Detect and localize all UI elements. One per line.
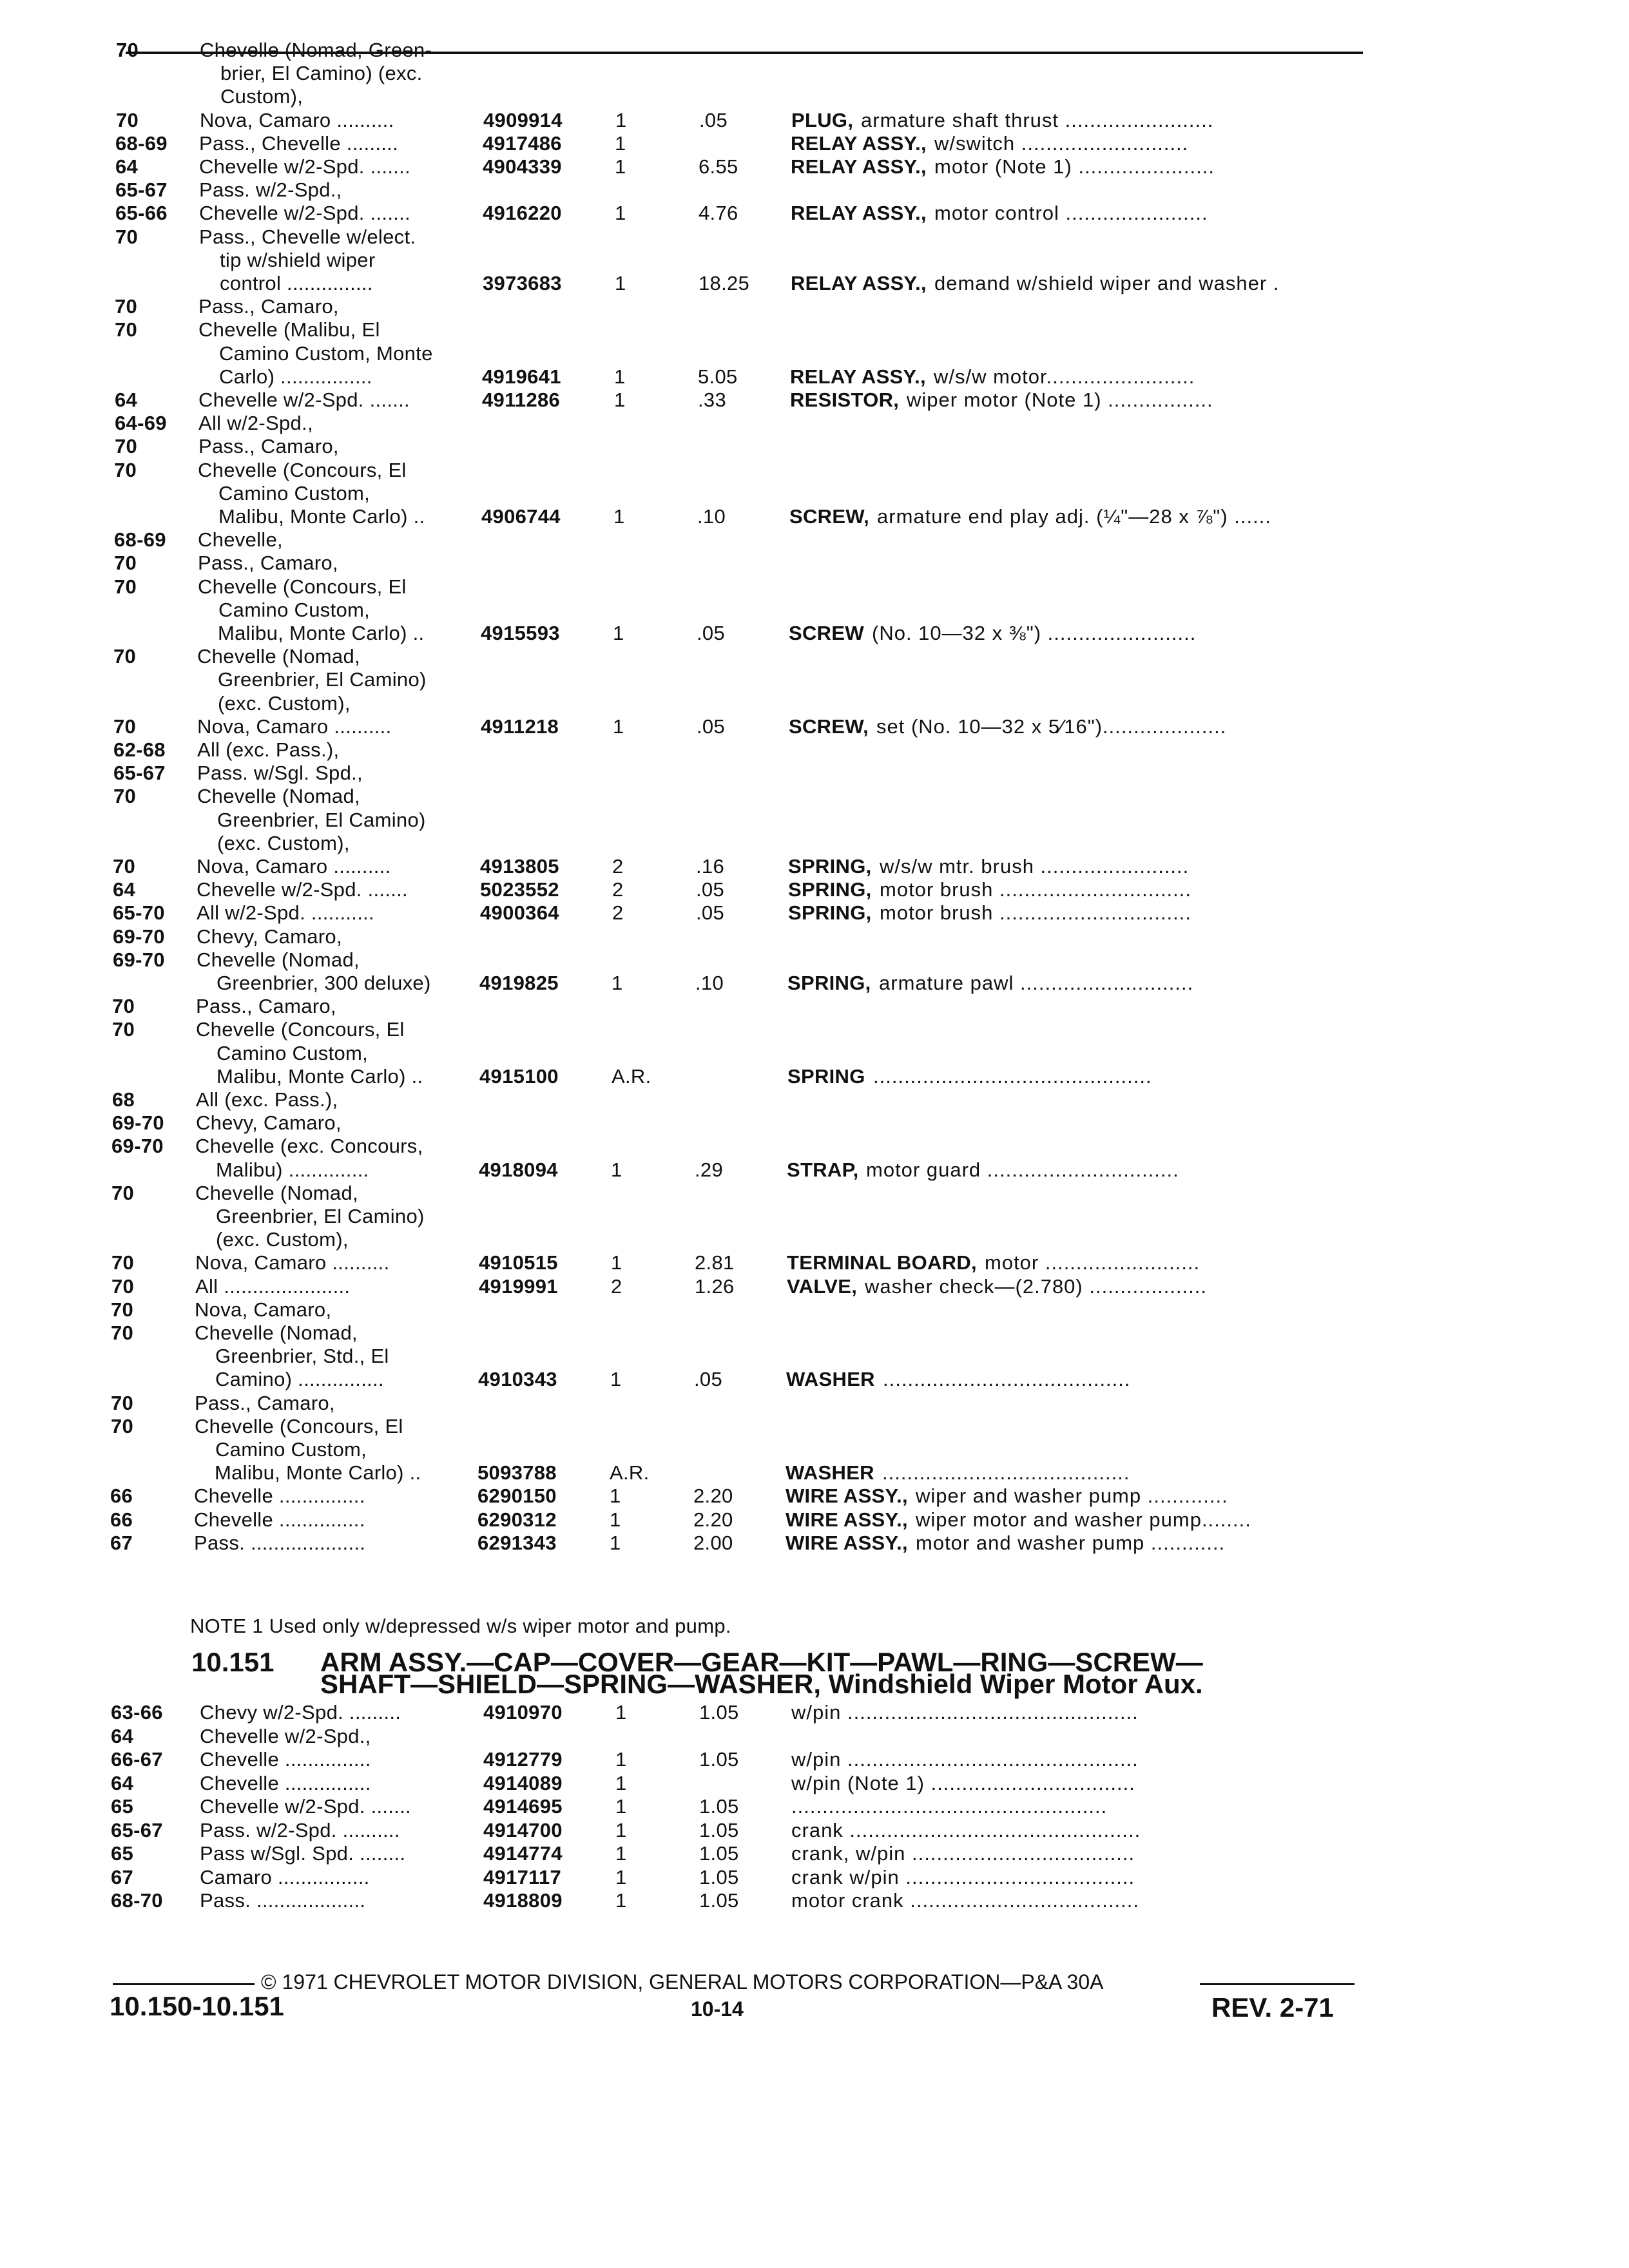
application: Greenbrier, El Camino) <box>218 668 427 691</box>
application: Chevelle w/2-Spd. ....... <box>198 389 410 411</box>
application: Malibu, Monte Carlo) .. <box>217 1064 423 1088</box>
part-description: washer check—(2.780) ................... <box>865 1274 1208 1298</box>
application: Pass w/Sgl. Spd. ........ <box>200 1842 406 1865</box>
application: All (exc. Pass.), <box>196 1088 338 1111</box>
application: Chevy w/2-Spd. ......... <box>200 1701 401 1724</box>
application: Chevelle (Nomad, Green- <box>200 39 432 61</box>
model-year: 63-66 <box>111 1701 163 1724</box>
application: All w/2-Spd., <box>198 412 313 435</box>
application: Chevelle (Nomad, <box>197 785 360 808</box>
quantity: 2 <box>612 878 624 901</box>
application: Chevelle (Concours, El <box>198 458 407 481</box>
section-title-line-1: ARM ASSY.—CAP—COVER—GEAR—KIT—PAWL—RING—SCREW— <box>320 1647 1203 1677</box>
application: Custom), <box>220 85 304 108</box>
price: 6.55 <box>699 155 738 178</box>
section-range: 10.150-10.151 <box>110 1991 284 2021</box>
price: 1.26 <box>695 1274 735 1298</box>
application: Chevelle (Nomad, <box>197 948 360 971</box>
part-name: RELAY ASSY., <box>791 202 927 225</box>
application: Chevelle (Nomad, <box>197 645 360 668</box>
part-description: motor brush ............................... <box>880 878 1192 901</box>
model-year: 69-70 <box>112 1111 164 1135</box>
part-name: RELAY ASSY., <box>791 131 927 155</box>
quantity: 1 <box>615 108 627 131</box>
quantity: A.R. <box>610 1461 650 1485</box>
model-year: 70 <box>112 1018 135 1041</box>
quantity: A.R. <box>612 1064 651 1088</box>
application: All ...................... <box>195 1274 351 1298</box>
part-description: armature end play adj. (¼"—28 x ⅞") ...... <box>877 505 1271 528</box>
price: 1.05 <box>699 1842 739 1865</box>
part-number: 4919991 <box>479 1274 558 1298</box>
model-year: 66 <box>110 1485 133 1508</box>
model-year: 70 <box>115 295 138 318</box>
model-year: 64 <box>115 389 138 411</box>
model-year: 70 <box>111 1414 134 1437</box>
quantity: 2 <box>611 1274 622 1298</box>
price: 4.76 <box>699 202 738 225</box>
application: Malibu, Monte Carlo) .. <box>218 622 425 644</box>
part-number: 4916220 <box>483 202 562 225</box>
model-year: 67 <box>110 1531 133 1554</box>
part-number: 4914700 <box>483 1818 563 1841</box>
application: Chevy, Camaro, <box>197 925 342 948</box>
part-description: crank w/pin ..................................... <box>791 1865 1135 1888</box>
part-number: 4917486 <box>483 131 562 155</box>
model-year: 66 <box>110 1508 133 1531</box>
part-description: w/switch ........................... <box>934 131 1189 155</box>
part-description: w/s/w mtr. brush ........................ <box>880 855 1190 878</box>
model-year: 70 <box>111 1251 135 1274</box>
part-description: ............................................. <box>873 1064 1152 1088</box>
part-description: motor guard ............................... <box>866 1158 1179 1181</box>
quantity: 1 <box>613 622 624 644</box>
model-year: 69-70 <box>113 925 165 948</box>
quantity: 1 <box>614 389 626 411</box>
model-year: 70 <box>111 1391 134 1414</box>
part-number: 4919825 <box>479 972 559 994</box>
price: .05 <box>697 622 725 644</box>
model-year: 70 <box>115 318 138 341</box>
part-description: armature pawl ............................ <box>879 972 1194 994</box>
part-number: 6290150 <box>477 1485 557 1508</box>
part-description: w/pin ............................................... <box>791 1748 1139 1771</box>
application: Greenbrier, 300 deluxe) <box>217 972 431 994</box>
part-description: (No. 10—32 x ⅜") ........................ <box>872 622 1197 644</box>
model-year: 70 <box>112 995 135 1018</box>
price: .10 <box>697 505 726 528</box>
application: Camino Custom, <box>218 598 371 621</box>
model-year: 70 <box>113 715 137 738</box>
application: Malibu) .............. <box>216 1158 369 1181</box>
model-year: 70 <box>113 785 137 808</box>
quantity: 1 <box>615 1701 627 1724</box>
application: Chevelle w/2-Spd. ....... <box>199 155 410 178</box>
part-description: ........................................ <box>882 1461 1130 1485</box>
part-name: STRAP, <box>787 1158 859 1181</box>
price: 1.05 <box>699 1795 739 1818</box>
application: Chevelle w/2-Spd., <box>200 1724 371 1747</box>
model-year: 65-67 <box>113 762 166 785</box>
application: Pass., Camaro, <box>196 995 336 1018</box>
application: Chevelle (Nomad, <box>195 1181 358 1204</box>
price: .05 <box>697 715 725 738</box>
price: .05 <box>699 108 728 131</box>
application: Chevelle ............... <box>200 1771 371 1794</box>
model-year: 67 <box>111 1865 134 1888</box>
part-number: 5093788 <box>477 1461 557 1485</box>
part-number: 4910970 <box>483 1701 563 1724</box>
copyright-line: © 1971 CHEVROLET MOTOR DIVISION, GENERAL MOTORS CORPORATION—P&A 30A <box>261 1970 1104 1994</box>
application: Pass., Camaro, <box>198 552 338 575</box>
model-year: 64-69 <box>115 412 167 435</box>
application: Nova, Camaro, <box>195 1298 332 1321</box>
model-year: 68-69 <box>114 528 166 552</box>
price: 1.05 <box>699 1748 739 1771</box>
model-year: 65-67 <box>111 1818 163 1841</box>
part-name: SPRING <box>787 1064 865 1088</box>
part-name: SPRING, <box>788 878 872 901</box>
part-name: RELAY ASSY., <box>790 365 926 388</box>
part-number: 4915100 <box>479 1064 559 1088</box>
part-description: w/s/w motor........................ <box>934 365 1195 388</box>
application: Camaro ................ <box>200 1865 370 1888</box>
application: Camino) ............... <box>215 1368 384 1391</box>
price: .05 <box>694 1368 722 1391</box>
footer-rule-left <box>113 1983 255 1985</box>
part-number: 4906744 <box>481 505 561 528</box>
quantity: 1 <box>615 131 626 155</box>
part-name: SPRING, <box>787 972 871 994</box>
model-year: 65-70 <box>113 901 165 925</box>
part-number: 4917117 <box>483 1865 562 1888</box>
part-name: SPRING, <box>788 855 872 878</box>
model-year: 70 <box>113 645 137 668</box>
part-description: motor crank ..................................... <box>791 1889 1139 1912</box>
part-name: VALVE, <box>787 1274 858 1298</box>
model-year: 69-70 <box>113 948 165 971</box>
application: All (exc. Pass.), <box>197 738 340 761</box>
application: (exc. Custom), <box>216 1228 349 1251</box>
part-description: w/pin ............................................... <box>791 1701 1139 1724</box>
quantity: 1 <box>610 1368 622 1391</box>
quantity: 1 <box>610 1531 621 1554</box>
application: Pass., Camaro, <box>198 295 339 318</box>
part-name: TERMINAL BOARD, <box>787 1251 977 1274</box>
part-number: 6291343 <box>477 1531 557 1554</box>
part-name: WIRE ASSY., <box>786 1485 908 1508</box>
application: Chevelle (Concours, El <box>196 1018 405 1041</box>
model-year: 64 <box>115 155 139 178</box>
footer-rule-right <box>1200 1983 1354 1985</box>
application: control ............... <box>220 272 373 294</box>
application: Camino Custom, <box>217 1041 369 1064</box>
model-year: 70 <box>113 855 136 878</box>
model-year: 70 <box>111 1274 135 1298</box>
quantity: 1 <box>615 272 626 294</box>
part-number: 4918094 <box>479 1158 558 1181</box>
part-name: SPRING, <box>788 901 872 925</box>
price: .05 <box>696 878 724 901</box>
application: Pass., Chevelle w/elect. <box>199 225 416 248</box>
price: .05 <box>696 901 724 925</box>
model-year: 65 <box>111 1842 134 1865</box>
part-number: 4910515 <box>479 1251 558 1274</box>
model-year: 65-66 <box>115 202 168 225</box>
part-name: WIRE ASSY., <box>786 1508 908 1531</box>
model-year: 64 <box>111 1724 134 1747</box>
application: Pass. ................... <box>200 1889 366 1912</box>
part-description: ................................................... <box>791 1795 1108 1818</box>
part-number: 4913805 <box>480 855 559 878</box>
quantity: 1 <box>614 365 626 388</box>
section-code: 10.151 <box>191 1647 275 1677</box>
model-year: 70 <box>115 225 139 248</box>
quantity: 1 <box>613 715 624 738</box>
price: 1.05 <box>699 1889 739 1912</box>
application: Chevy, Camaro, <box>196 1111 342 1135</box>
part-number: 4915593 <box>481 622 560 644</box>
application: brier, El Camino) (exc. <box>220 62 423 85</box>
part-name: SCREW, <box>789 505 870 528</box>
part-description: motor ......................... <box>985 1251 1200 1274</box>
model-year: 66-67 <box>111 1748 163 1771</box>
part-description: crank, w/pin .................................... <box>791 1842 1135 1865</box>
application: Camino Custom, <box>215 1438 367 1461</box>
part-description: wiper motor (Note 1) ................. <box>907 389 1213 411</box>
model-year: 65 <box>111 1795 134 1818</box>
part-number: 3973683 <box>483 272 562 294</box>
application: Chevelle (Malibu, El <box>198 318 380 341</box>
application: Camino Custom, Monte <box>219 341 433 365</box>
footnote: NOTE 1 Used only w/depressed w/s wiper motor and pump. <box>190 1615 731 1637</box>
quantity: 1 <box>613 505 625 528</box>
part-number: 4919641 <box>482 365 561 388</box>
application: Greenbrier, Std., El <box>215 1345 389 1368</box>
quantity: 1 <box>615 1865 627 1888</box>
model-year: 68 <box>112 1088 135 1111</box>
model-year: 68-69 <box>115 131 168 155</box>
quantity: 1 <box>610 1508 621 1531</box>
application: Chevelle (Concours, El <box>195 1414 403 1437</box>
application: Chevelle (Concours, El <box>198 575 407 598</box>
part-description: armature shaft thrust ........................ <box>861 108 1214 131</box>
part-description: set (No. 10—32 x 5⁄16").................... <box>876 715 1227 738</box>
part-description: ........................................ <box>883 1368 1131 1391</box>
section-title-line-2: SHAFT—SHIELD—SPRING—WASHER, Windshield Wiper Motor Aux. <box>320 1669 1203 1699</box>
price: 18.25 <box>699 272 750 294</box>
application: (exc. Custom), <box>217 831 350 854</box>
part-description: w/pin (Note 1) ................................. <box>791 1771 1135 1794</box>
application: Chevelle, <box>198 528 283 552</box>
model-year: 70 <box>116 108 139 131</box>
quantity: 1 <box>615 155 626 178</box>
application: Camino Custom, <box>218 481 371 505</box>
page-number: 10-14 <box>691 1997 744 2021</box>
model-year: 70 <box>115 435 138 458</box>
application: Chevelle (Nomad, <box>195 1321 358 1344</box>
quantity: 1 <box>612 972 623 994</box>
part-number: 6290312 <box>477 1508 557 1531</box>
quantity: 1 <box>615 1842 627 1865</box>
price: 1.05 <box>699 1818 739 1841</box>
price: .29 <box>695 1158 723 1181</box>
model-year: 70 <box>111 1298 134 1321</box>
application: Pass. .................... <box>194 1531 366 1554</box>
application: Chevelle (exc. Concours, <box>195 1135 423 1158</box>
part-name: WASHER <box>786 1461 874 1485</box>
application: Chevelle ............... <box>194 1485 365 1508</box>
application: Pass. w/2-Spd., <box>199 178 342 202</box>
model-year: 70 <box>111 1181 135 1204</box>
part-name: RELAY ASSY., <box>791 155 927 178</box>
model-year: 68-70 <box>111 1889 163 1912</box>
quantity: 1 <box>611 1158 622 1181</box>
part-description: motor (Note 1) ...................... <box>934 155 1215 178</box>
model-year: 69-70 <box>111 1135 164 1158</box>
part-name: RESISTOR, <box>790 389 900 411</box>
model-year: 62-68 <box>113 738 166 761</box>
model-year: 64 <box>113 878 136 901</box>
part-number: 4912779 <box>483 1748 563 1771</box>
part-name: WASHER <box>786 1368 875 1391</box>
application: Nova, Camaro .......... <box>195 1251 390 1274</box>
quantity: 1 <box>611 1251 622 1274</box>
price: .10 <box>695 972 724 994</box>
part-number: 4904339 <box>483 155 562 178</box>
quantity: 2 <box>612 901 624 925</box>
price: .33 <box>698 389 726 411</box>
application: Greenbrier, El Camino) <box>217 808 426 831</box>
model-year: 70 <box>114 552 137 575</box>
price: .16 <box>696 855 724 878</box>
application: Chevelle w/2-Spd. ....... <box>200 1795 411 1818</box>
model-year: 70 <box>114 458 137 481</box>
price: 5.05 <box>698 365 738 388</box>
part-number: 4911218 <box>481 715 559 738</box>
application: Malibu, Monte Carlo) .. <box>218 505 425 528</box>
part-description: motor and washer pump ............ <box>916 1531 1226 1554</box>
part-number: 4900364 <box>480 901 559 925</box>
quantity: 1 <box>615 1748 627 1771</box>
part-number: 5023552 <box>480 878 559 901</box>
model-year: 70 <box>111 1321 134 1344</box>
quantity: 2 <box>612 855 624 878</box>
price: 2.81 <box>695 1251 735 1274</box>
part-description: wiper and washer pump ............. <box>916 1485 1228 1508</box>
application: Pass. w/2-Spd. .......... <box>200 1818 400 1841</box>
application: Greenbrier, El Camino) <box>216 1205 425 1227</box>
application: Chevelle ............... <box>200 1748 371 1771</box>
part-name: RELAY ASSY., <box>791 272 927 294</box>
application: Pass., Chevelle ......... <box>199 131 399 155</box>
application: Malibu, Monte Carlo) .. <box>215 1461 421 1485</box>
part-description: wiper motor and washer pump........ <box>916 1508 1251 1531</box>
model-year: 70 <box>114 575 137 598</box>
application: Chevelle w/2-Spd. ....... <box>197 878 408 901</box>
part-description: motor brush ............................... <box>880 901 1192 925</box>
part-number: 4914089 <box>483 1771 563 1794</box>
quantity: 1 <box>615 1795 627 1818</box>
application: Pass. w/Sgl. Spd., <box>197 762 363 785</box>
part-description: demand w/shield wiper and washer . <box>934 272 1280 294</box>
quantity: 1 <box>615 1818 627 1841</box>
part-number: 4909914 <box>483 108 563 131</box>
price: 1.05 <box>699 1701 739 1724</box>
price: 2.20 <box>693 1508 733 1531</box>
model-year: 65-67 <box>115 178 168 202</box>
part-number: 4914774 <box>483 1842 563 1865</box>
application: Nova, Camaro .......... <box>200 108 394 131</box>
part-name: SCREW <box>789 622 864 644</box>
application: Nova, Camaro .......... <box>197 855 391 878</box>
application: All w/2-Spd. ........... <box>197 901 374 925</box>
price: 1.05 <box>699 1865 739 1888</box>
quantity: 1 <box>615 202 626 225</box>
part-description: motor control ....................... <box>934 202 1208 225</box>
part-number: 4910343 <box>478 1368 557 1391</box>
part-name: PLUG, <box>791 108 854 131</box>
model-year: 64 <box>111 1771 134 1794</box>
quantity: 1 <box>615 1889 627 1912</box>
application: Nova, Camaro .......... <box>197 715 392 738</box>
application: Pass., Camaro, <box>198 435 339 458</box>
application: (exc. Custom), <box>218 691 351 715</box>
revision: REV. 2-71 <box>1211 1992 1334 2023</box>
part-name: WIRE ASSY., <box>786 1531 908 1554</box>
quantity: 1 <box>615 1771 627 1794</box>
application: Chevelle w/2-Spd. ....... <box>199 202 410 225</box>
model-year: 70 <box>116 39 139 61</box>
quantity: 1 <box>610 1485 621 1508</box>
application: Chevelle ............... <box>194 1508 365 1531</box>
price: 2.20 <box>693 1485 733 1508</box>
price: 2.00 <box>693 1531 733 1554</box>
application: Carlo) ................ <box>219 365 372 388</box>
application: Pass., Camaro, <box>195 1391 335 1414</box>
part-description: crank ............................................... <box>791 1818 1141 1841</box>
application: tip w/shield wiper <box>220 248 376 271</box>
part-name: SCREW, <box>789 715 869 738</box>
part-number: 4911286 <box>482 389 561 411</box>
part-number: 4914695 <box>483 1795 563 1818</box>
part-number: 4918809 <box>483 1889 563 1912</box>
